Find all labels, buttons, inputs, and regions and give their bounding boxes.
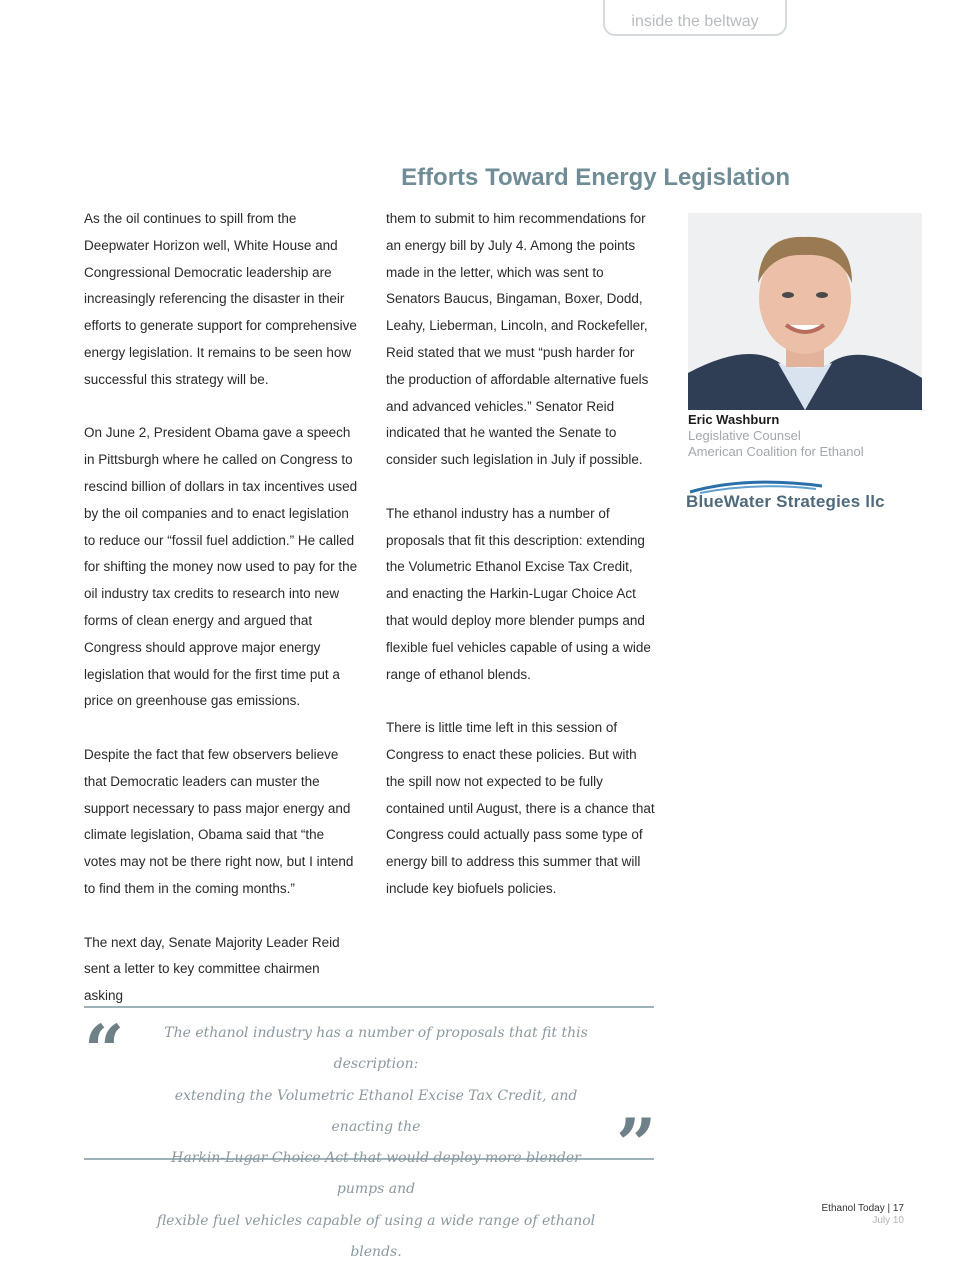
author-photo	[688, 213, 922, 410]
paragraph: them to submit to him recommendations for an energy bill by July 4. Among the points made in the letter, which was sent to Senators Baucus, Bingaman, Boxer, Dodd, Leahy, Lieberman, Lincoln, and Rockefeller, Reid stated that we must “push harder for the production of affordable alternative fuels and advanced vehicles.” Senator Reid indicated that he wanted the Senate to consider such legislation in July if possible.	[386, 211, 649, 468]
section-tab: inside the beltway	[603, 0, 787, 36]
paragraph: On June 2, President Obama gave a speech in Pittsburgh where he called on Congress to rescind billion of dollars in tax incentives used by the oil companies and to enact legislation to reduce our “fossil fuel addiction.” He called for shifting the money now used to pay for the oil industry tax credits to research into new forms of clean energy and argued that Congress should approve major energy legislation that would for the first time put a price on greenhouse gas emissions.	[84, 425, 358, 709]
paragraph: The next day, Senate Majority Leader Reid sent a letter to key committee chairmen asking	[84, 934, 340, 1004]
pull-quote-line: Harkin-Lugar Choice Act that would deploy more blender pumps and	[171, 1150, 581, 1198]
pull-quote-line: flexible fuel vehicles capable of using a wide range of ethanol blends.	[156, 1212, 596, 1261]
paragraph: As the oil continues to spill from the Deepwater Horizon well, White House and Congressional Democratic leadership are increasingly referencing the disaster in their efforts to generate support for comprehensive energy legislation. It remains to be seen how successful this strategy will be.	[84, 211, 357, 387]
issue-date: July 10	[872, 1215, 904, 1226]
author-name: Eric Washburn	[688, 412, 780, 427]
author-organization: American Coalition for Ethanol	[688, 444, 864, 459]
pull-quote-line: extending the Volumetric Ethanol Excise Tax Credit, and enacting the	[174, 1087, 578, 1135]
logo-text: BlueWater Strategies llc	[686, 492, 885, 511]
pull-quote	[84, 1006, 657, 1261]
paragraph: Despite the fact that few observers believe that Democratic leaders can muster the support necessary to pass major energy and climate legislation, Obama said that “the votes may not be there right now, but I intend to find them in the coming months.”	[84, 746, 354, 896]
article-column-2	[386, 206, 656, 930]
pull-quote-line: The ethanol industry has a number of proposals that fit this description:	[164, 1025, 588, 1073]
page-footer	[822, 1203, 904, 1227]
publication-page-number: Ethanol Today | 17	[821, 1203, 904, 1214]
company-logo	[686, 480, 886, 512]
article-headline: Efforts Toward Energy Legislation	[401, 164, 790, 191]
author-title: Legislative Counsel	[688, 428, 801, 443]
paragraph: The ethanol industry has a number of proposals that fit this description: extending the Volumetric Ethanol Excise Tax Credit, and enacting the Harkin-Lugar Choice Act that would deploy more blender pumps and flexible fuel vehicles capable of using a wide range of ethanol blends.	[386, 505, 651, 682]
pull-quote-text	[146, 1018, 606, 1268]
article-column-1	[84, 206, 359, 1037]
open-quote-icon: “	[84, 1009, 125, 1092]
close-quote-icon: ”	[616, 1103, 657, 1186]
author-caption	[688, 412, 864, 460]
paragraph: There is little time left in this session of Congress to enact these policies. But with the spill now not expected to be fully contained until August, there is a chance that Congress could actually pass some type of energy bill to address this summer that will include key biofuels policies.	[386, 720, 655, 896]
